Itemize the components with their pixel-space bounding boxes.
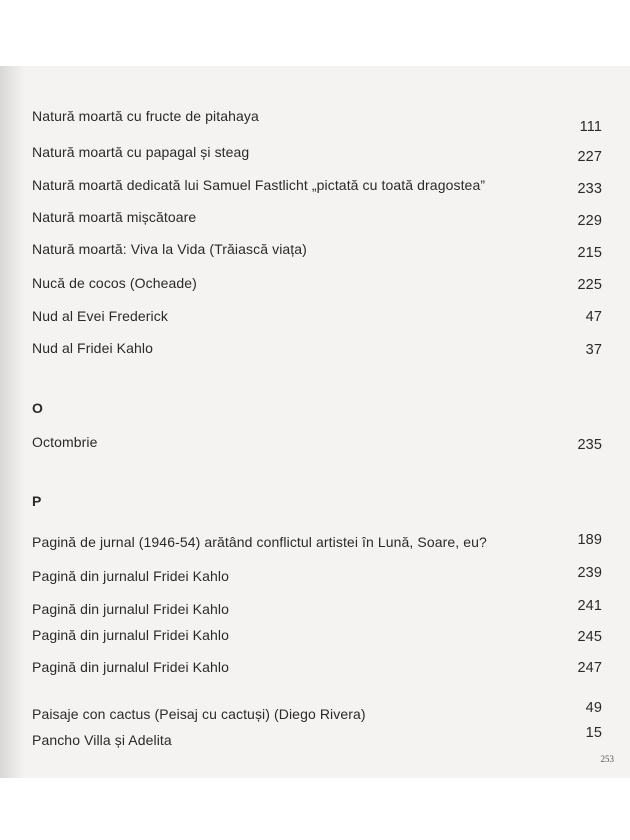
entry-page-number: 111 — [579, 119, 602, 135]
entry-page-number: 239 — [577, 565, 602, 581]
entry-title: Octombrie — [32, 434, 98, 450]
entry-title: Nud al Evei Frederick — [32, 308, 168, 324]
page-gutter-shadow — [0, 66, 24, 778]
entry-page-number: 15 — [585, 725, 602, 741]
entry-title: Pagină din jurnalul Fridei Kahlo — [32, 659, 229, 675]
entry-title: Natură moartă: Viva la Vida (Trăiască viața) — [32, 241, 307, 257]
entry-page-number: 227 — [577, 149, 602, 165]
entry-title: Pancho Villa și Adelita — [32, 732, 172, 748]
entry-page-number: 233 — [577, 181, 602, 197]
page-folio-number: 253 — [600, 754, 614, 764]
entry-title: Nucă de cocos (Ocheade) — [32, 275, 197, 291]
entry-title: Pagină de jurnal (1946-54) arătând conflictul artistei în Lună, Soare, eu? — [32, 534, 487, 550]
entry-title: Natură moartă cu fructe de pitahaya — [32, 108, 259, 124]
entry-page-number: 215 — [577, 245, 602, 261]
entry-title: Natură moartă dedicată lui Samuel Fastlicht „pictată cu toată dragostea” — [32, 177, 486, 193]
index-page — [0, 66, 630, 778]
section-letter-p: P — [32, 493, 42, 509]
entry-page-number: 241 — [577, 598, 602, 614]
entry-title: Pagină din jurnalul Fridei Kahlo — [32, 627, 229, 643]
entry-title: Paisaje con cactus (Peisaj cu cactuși) (Diego Rivera) — [32, 706, 366, 722]
entry-page-number: 37 — [585, 342, 602, 358]
entry-title: Natură moartă cu papagal și steag — [32, 144, 250, 160]
entry-title: Nud al Fridei Kahlo — [32, 340, 153, 356]
entry-title: Pagină din jurnalul Fridei Kahlo — [32, 568, 229, 584]
entry-title: Natură moartă mișcătoare — [32, 209, 197, 225]
entry-title: Pagină din jurnalul Fridei Kahlo — [32, 601, 229, 617]
entry-page-number: 49 — [585, 700, 602, 716]
entry-page-number: 229 — [577, 213, 602, 229]
section-letter-o: O — [32, 400, 43, 416]
entry-page-number: 245 — [577, 629, 602, 645]
entry-page-number: 189 — [577, 532, 602, 548]
entry-page-number: 225 — [577, 277, 602, 293]
entry-page-number: 235 — [577, 437, 602, 453]
entry-page-number: 247 — [577, 660, 602, 676]
entry-page-number: 47 — [585, 309, 602, 325]
